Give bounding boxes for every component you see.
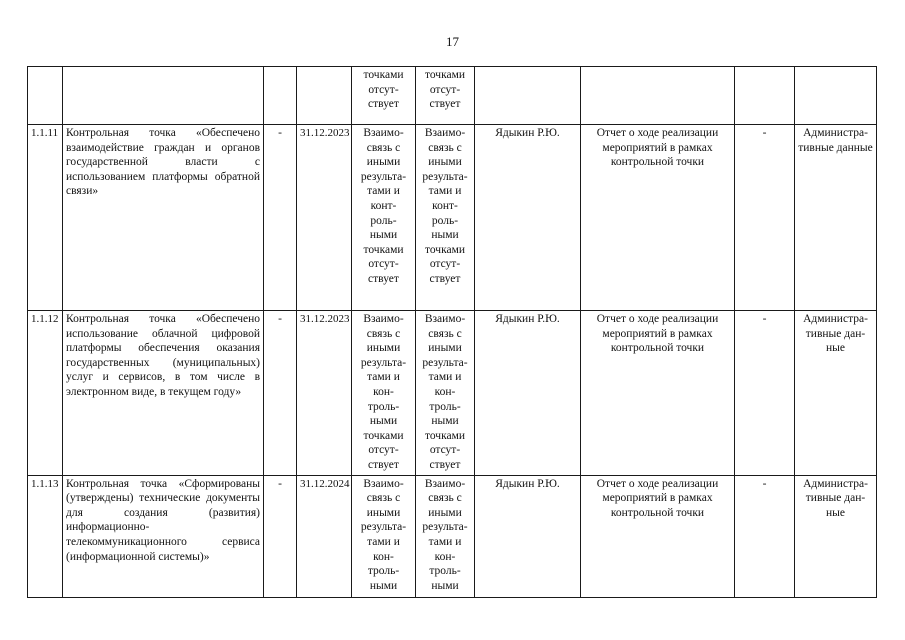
- cell-responsible: Ядыкин Р.Ю.: [475, 311, 581, 476]
- status-line: роль-: [431, 214, 459, 227]
- status-line: отсут-: [368, 444, 399, 457]
- status-line: иными: [366, 506, 401, 519]
- status-line: связь с: [428, 327, 462, 340]
- status-line: ствует: [368, 98, 399, 111]
- status-line: конт-: [370, 199, 397, 212]
- status-line: кон-: [373, 550, 394, 563]
- control-points-table: [27, 66, 877, 598]
- status-line: троль-: [429, 400, 461, 413]
- cell-date: [297, 67, 352, 125]
- cell-note: -: [735, 311, 795, 476]
- cell-status-b: [416, 311, 475, 476]
- table-row-continuation: [28, 67, 877, 125]
- status-line: результа-: [360, 521, 407, 534]
- cell-responsible: Ядыкин Р.Ю.: [475, 475, 581, 597]
- status-line: конт-: [432, 199, 458, 212]
- cell-base: -: [264, 311, 297, 476]
- status-line: ными: [431, 415, 459, 428]
- status-line: иными: [428, 506, 462, 519]
- status-line: иными: [366, 156, 401, 169]
- status-line: отсут-: [429, 83, 461, 96]
- cell-source: Администра-тивные дан-ные: [795, 475, 877, 597]
- status-line: тами и: [428, 371, 462, 384]
- status-line: тами и: [367, 185, 400, 198]
- status-line: ствует: [368, 458, 399, 471]
- cell-status-b: [416, 475, 475, 597]
- status-line: ствует: [429, 98, 461, 111]
- status-line: отсут-: [429, 258, 461, 271]
- status-line: тами и: [367, 371, 400, 384]
- status-line: ствует: [368, 272, 399, 285]
- status-line: тами и: [428, 185, 462, 198]
- table-row: [28, 311, 877, 476]
- status-line: связь с: [428, 141, 462, 154]
- status-line: ными: [369, 415, 398, 428]
- status-line: тами и: [367, 535, 400, 548]
- status-line: ствует: [429, 458, 461, 471]
- status-line: результа-: [422, 356, 468, 369]
- cell-base: -: [264, 125, 297, 311]
- status-line: троль-: [367, 400, 400, 413]
- status-line: связь с: [366, 492, 401, 505]
- status-line: ными: [369, 229, 398, 242]
- cell-number: 1.1.13: [28, 475, 63, 597]
- cell-status-a: [352, 475, 416, 597]
- status-line: иными: [366, 342, 401, 355]
- page-number: 17: [446, 34, 459, 49]
- status-line: Взаимо-: [363, 477, 404, 490]
- cell-document: Отчет о ходе реализации мероприятий в рамках контрольной точки: [581, 125, 735, 311]
- status-line: результа-: [422, 170, 468, 183]
- cell-status-b: [416, 125, 475, 311]
- cell-date: 31.12.2023: [297, 311, 352, 476]
- cell-status-a: [352, 67, 416, 125]
- cell-base: [264, 67, 297, 125]
- cell-status-b: [416, 67, 475, 125]
- cell-document: [581, 67, 735, 125]
- status-line: отсут-: [368, 258, 399, 271]
- status-line: точками: [363, 243, 404, 256]
- status-line: ными: [369, 579, 398, 592]
- status-line: Взаимо-: [424, 477, 466, 490]
- status-line: точками: [363, 429, 404, 442]
- status-line: роль-: [370, 214, 397, 227]
- cell-source: Администра-тивные дан-ные: [795, 311, 877, 476]
- cell-status-a: [352, 125, 416, 311]
- status-line: отсут-: [429, 444, 461, 457]
- status-line: связь с: [428, 492, 462, 505]
- cell-source: Администра-тивные данные: [795, 125, 877, 311]
- table-row: [28, 125, 877, 311]
- table-row: [28, 475, 877, 597]
- status-line: ными: [431, 229, 459, 242]
- status-line: троль-: [429, 565, 461, 578]
- cell-source: [795, 67, 877, 125]
- status-line: точками: [363, 69, 404, 81]
- status-line: ными: [431, 579, 459, 592]
- cell-name: Контрольная точка «Обеспечено использование облачной цифровой платформы обеспечения оказания государственных (муниципальных) услуг и сервисов, в том числе в электронном виде, в текущем году»: [63, 311, 264, 476]
- cell-note: -: [735, 475, 795, 597]
- cell-responsible: [475, 67, 581, 125]
- status-line: связь с: [366, 327, 401, 340]
- status-line: отсут-: [368, 83, 399, 96]
- cell-document: Отчет о ходе реализации мероприятий в рамках контрольной точки: [581, 475, 735, 597]
- status-line: Взаимо-: [363, 313, 404, 325]
- cell-base: -: [264, 475, 297, 597]
- status-line: иными: [428, 342, 462, 355]
- status-line: троль-: [367, 565, 400, 578]
- cell-number: [28, 67, 63, 125]
- cell-document: Отчет о ходе реализации мероприятий в рамках контрольной точки: [581, 311, 735, 476]
- cell-name: Контрольная точка «Сформированы (утверждены) технические документы для создания (развития) информационно-телекоммуникационного сервиса (информационной системы)»: [63, 475, 264, 597]
- status-line: Взаимо-: [424, 127, 466, 139]
- cell-name: Контрольная точка «Обеспечено взаимодействие граждан и органов государственной власти с использованием платформы обратной связи»: [63, 125, 264, 311]
- status-line: ствует: [429, 272, 461, 285]
- status-line: кон-: [434, 550, 456, 563]
- status-line: точками: [424, 429, 466, 442]
- cell-date: 31.12.2024: [297, 475, 352, 597]
- status-line: связь с: [366, 141, 401, 154]
- status-line: кон-: [434, 385, 456, 398]
- status-line: точками: [424, 243, 466, 256]
- status-line: иными: [428, 156, 462, 169]
- cell-name: [63, 67, 264, 125]
- status-line: результа-: [422, 521, 468, 534]
- status-line: кон-: [373, 385, 394, 398]
- cell-note: -: [735, 125, 795, 311]
- cell-status-a: [352, 311, 416, 476]
- status-line: Взаимо-: [424, 313, 466, 325]
- cell-number: 1.1.11: [28, 125, 63, 311]
- status-line: тами и: [428, 535, 462, 548]
- cell-responsible: Ядыкин Р.Ю.: [475, 125, 581, 311]
- status-line: Взаимо-: [363, 127, 404, 139]
- status-line: результа-: [360, 356, 407, 369]
- status-line: результа-: [360, 170, 407, 183]
- cell-date: 31.12.2023: [297, 125, 352, 311]
- cell-number: 1.1.12: [28, 311, 63, 476]
- status-line: точками: [424, 69, 466, 81]
- cell-note: [735, 67, 795, 125]
